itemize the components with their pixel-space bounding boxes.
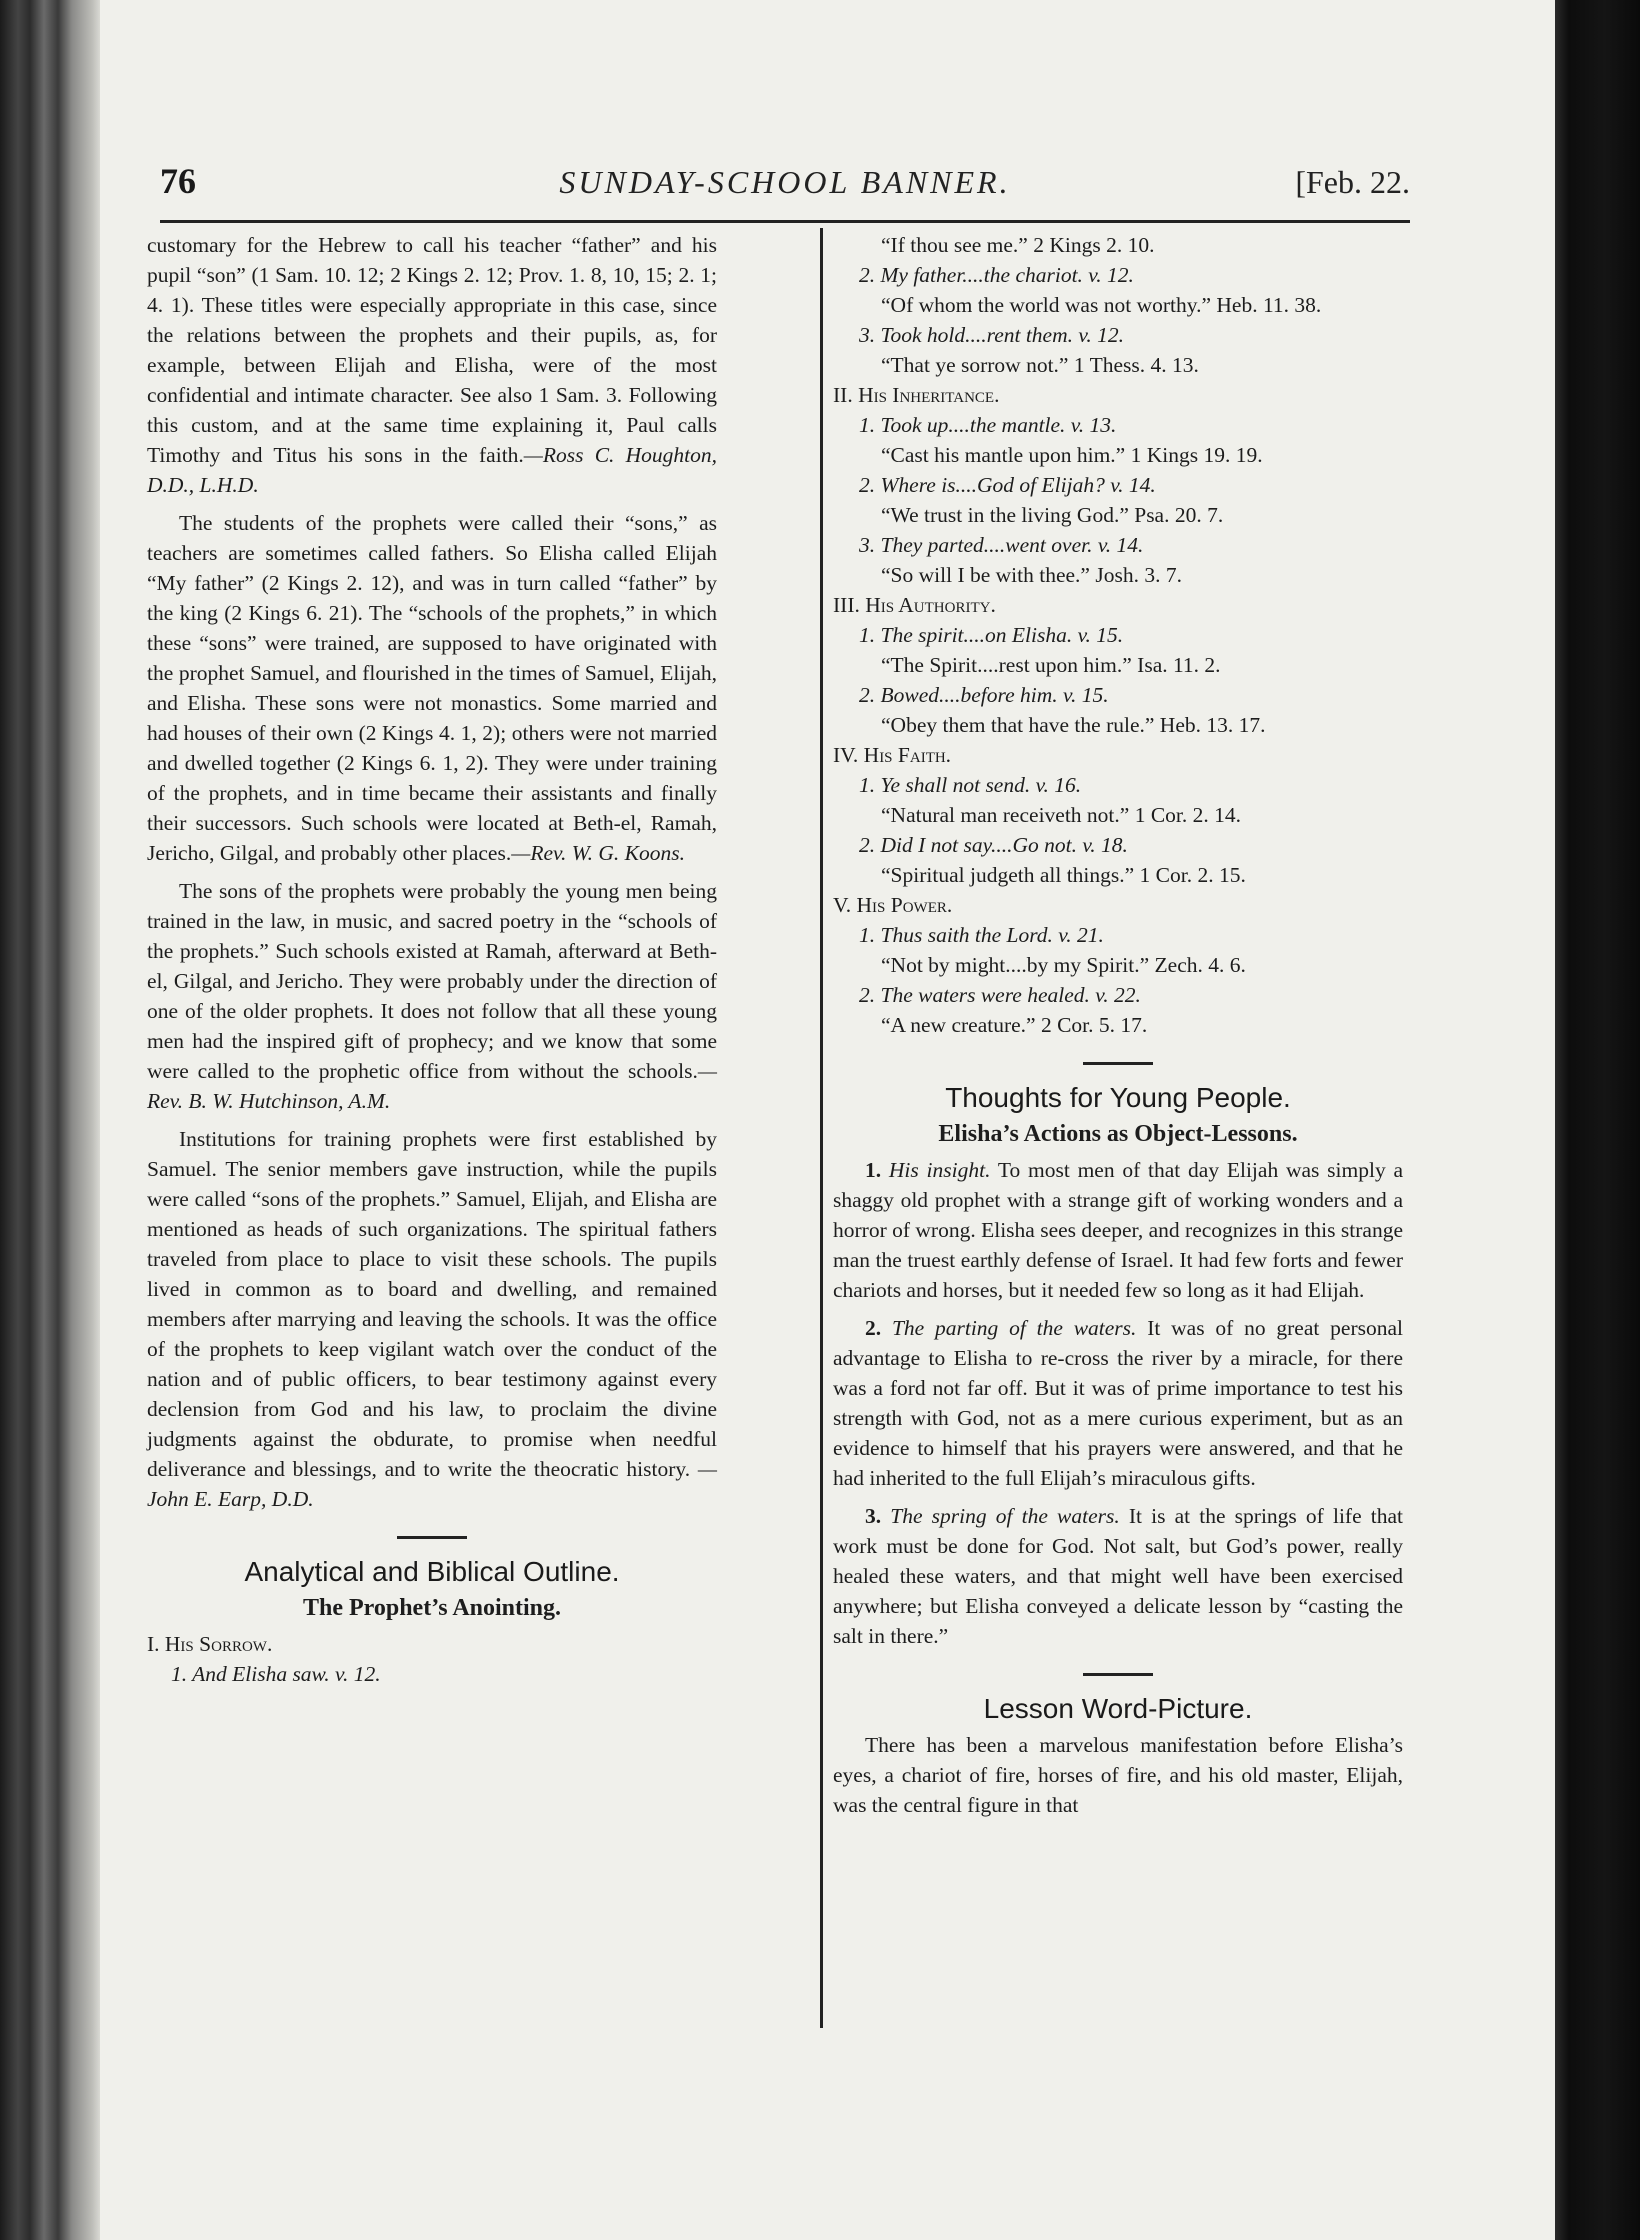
outline-reference: “Not by might....by my Spirit.” Zech. 4. 6.: [881, 953, 1246, 977]
column-rule: [820, 228, 823, 2028]
outline-heading: II. His Inheritance.: [833, 383, 1000, 407]
word-picture-title: Lesson Word-Picture.: [983, 1693, 1253, 1724]
outline-item: 1. And Elisha saw. v. 12.: [171, 1662, 381, 1686]
outline-heading: III. His Authority.: [833, 593, 996, 617]
thoughts-title: Thoughts for Young People.: [945, 1082, 1291, 1113]
outline-reference: “So will I be with thee.” Josh. 3. 7.: [881, 563, 1182, 587]
thoughts-subtitle: Elisha’s Actions as Object-Lessons.: [938, 1121, 1298, 1147]
author-credit: —Rev. B. W. Hutchinson, A.M.: [147, 1059, 717, 1113]
outline-reference: “We trust in the living God.” Psa. 20. 7.: [881, 503, 1224, 527]
section-divider: [1083, 1673, 1153, 1676]
outline-item: 1. The spirit....on Elisha. v. 15.: [859, 623, 1124, 647]
section-divider: [397, 1536, 467, 1539]
page-edge-shadow: [1555, 0, 1640, 2240]
outline-reference: “If thou see me.” 2 Kings 2. 10.: [881, 233, 1155, 257]
page-header: [160, 160, 1410, 210]
author-credit: —Ross C. Houghton, D.D., L.H.D.: [147, 443, 717, 497]
outline-item: 1. Ye shall not send. v. 16.: [859, 773, 1082, 797]
paragraph: The sons of the prophets were probably the young men being trained in the law, in music, and sacred poetry in the “schools of the prophets.” Such schools existed at Ramah, afterward at Beth-el, Gilgal, and Jericho. They were probably under the direction of one of the older prophets. It does not follow that all these young men had the inspired gift of prophecy; and we know that some were called to the prophetic office from without the schools.—Rev. B. W. Hutchinson, A.M.: [147, 879, 717, 1113]
outline-reference: “Of whom the world was not worthy.” Heb. 11. 38.: [881, 293, 1322, 317]
left-column: [147, 230, 717, 1689]
outline-reference: “Natural man receiveth not.” 1 Cor. 2. 14.: [881, 803, 1242, 827]
lesson-paragraph: 2. The parting of the waters. It was of no great personal advantage to Elisha to re-cross the river by a miracle, for there was a ford not far off. But it was of prime importance to test his strength with God, not as a mere curious experiment, but as an evidence to himself that his prayers were answered, and that he had inherited to the full Elijah’s miraculous gifts.: [833, 1316, 1404, 1490]
paragraph: The students of the prophets were called their “sons,” as teachers are sometimes called fathers. So Elisha called Elijah “My father” (2 Kings 2. 12), and was in turn called “father” by the king (2 Kings 6. 21). The “schools of the prophets,” in which these “sons” were trained, are supposed to have originated with the prophet Samuel, and flourished in the times of Samuel, Elijah, and Elisha. These sons were not monastics. Some married and had houses of their own (2 Kings 4. 1, 2); others were not married and dwelled together (2 Kings 6. 1, 2). They were under training of the prophets, and in time became their assistants and finally their successors. Such schools were located at Beth-el, Ramah, Jericho, Gilgal, and probably other places.—Rev. W. G. Koons.: [147, 511, 717, 865]
right-column: [833, 230, 1403, 1828]
outline-item: 2. The waters were healed. v. 22.: [859, 983, 1141, 1007]
lesson-paragraph: 3. The spring of the waters. It is at the springs of life that work must be done for God. Not salt, but God’s power, really healed these waters, and that might well have been exercised anywhere; but Elisha conveyed a delicate lesson by “casting the salt in there.”: [833, 1504, 1404, 1648]
outline-title: Analytical and Biblical Outline.: [244, 1556, 620, 1587]
outline-heading: I. His Sorrow.: [147, 1632, 273, 1656]
outline-reference: “Obey them that have the rule.” Heb. 13. 17.: [881, 713, 1266, 737]
outline-reference: “A new creature.” 2 Cor. 5. 17.: [881, 1013, 1148, 1037]
author-credit: —John E. Earp, D.D.: [147, 1457, 717, 1511]
outline-reference: “Cast his mantle upon him.” 1 Kings 19. 19.: [881, 443, 1263, 467]
outline-item: 1. Thus saith the Lord. v. 21.: [859, 923, 1104, 947]
running-title: SUNDAY-SCHOOL BANNER.: [559, 164, 1011, 200]
outline-reference: “Spiritual judgeth all things.” 1 Cor. 2. 15.: [881, 863, 1246, 887]
author-credit: —Rev. W. G. Koons.: [511, 841, 685, 865]
section-divider: [1083, 1062, 1153, 1065]
book-spine: [0, 0, 100, 2240]
outline-heading: IV. His Faith.: [833, 743, 952, 767]
outline-reference: “That ye sorrow not.” 1 Thess. 4. 13.: [881, 353, 1199, 377]
outline-item: 2. Bowed....before him. v. 15.: [859, 683, 1109, 707]
paragraph: Institutions for training prophets were first established by Samuel. The senior members gave instruction, while the pupils were called “sons of the prophets.” Samuel, Elijah, and Elisha are mentioned as heads of such organizations. The spiritual fathers traveled from place to place to visit these schools. The pupils lived in common as to board and dwelling, and remained members after marrying and leaving the schools. It was the office of the prophets to keep vigilant watch over the conduct of the nation and of public officers, to bear testimony against every declension from God and his law, to proclaim the divine judgments against the obdurate, to promise when needful deliverance and blessings, and to write the theocratic history. —John E. Earp, D.D.: [147, 1127, 717, 1511]
outline-item: 2. Did I not say....Go not. v. 18.: [859, 833, 1128, 857]
outline-reference: “The Spirit....rest upon him.” Isa. 11. 2.: [881, 653, 1221, 677]
outline-item: 1. Took up....the mantle. v. 13.: [859, 413, 1117, 437]
outline-heading: V. His Power.: [833, 893, 953, 917]
paragraph: customary for the Hebrew to call his teacher “father” and his pupil “son” (1 Sam. 10. 12; 2 Kings 2. 12; Prov. 1. 8, 10, 15; 2. 1; 4. 1). These titles were especially appropriate in this case, since the relations between the prophets and their pupils, as, for example, between Elijah and Elisha, were of the most confidential and intimate character. See also 1 Sam. 3. Following this custom, and at the same time explaining it, Paul calls Timothy and Titus his sons in the faith.—Ross C. Houghton, D.D., L.H.D.: [147, 233, 717, 497]
outline-subtitle: The Prophet’s Anointing.: [302, 1595, 562, 1621]
page-number: 76: [160, 161, 196, 201]
lesson-paragraph: 1. His insight. To most men of that day Elijah was simply a shaggy old prophet with a strange gift of working wonders and a horror of wrong. Elisha sees deeper, and recognizes in this strange man the truest earthly defense of Israel. It had few forts and fewer chariots and horses, but it needed few so long as it had Elijah.: [833, 1158, 1404, 1302]
outline-item: 3. Took hold....rent them. v. 12.: [859, 323, 1124, 347]
issue-date: [Feb. 22.: [1295, 164, 1410, 200]
outline-item: 3. They parted....went over. v. 14.: [859, 533, 1144, 557]
word-picture-paragraph: There has been a marvelous manifestation before Elisha’s eyes, a chariot of fire, horses of fire, and his old master, Elijah, was the central figure in that: [833, 1733, 1403, 1817]
header-rule: [160, 220, 1410, 223]
outline-item: 2. Where is....God of Elijah? v. 14.: [859, 473, 1156, 497]
outline-item: 2. My father....the chariot. v. 12.: [859, 263, 1134, 287]
